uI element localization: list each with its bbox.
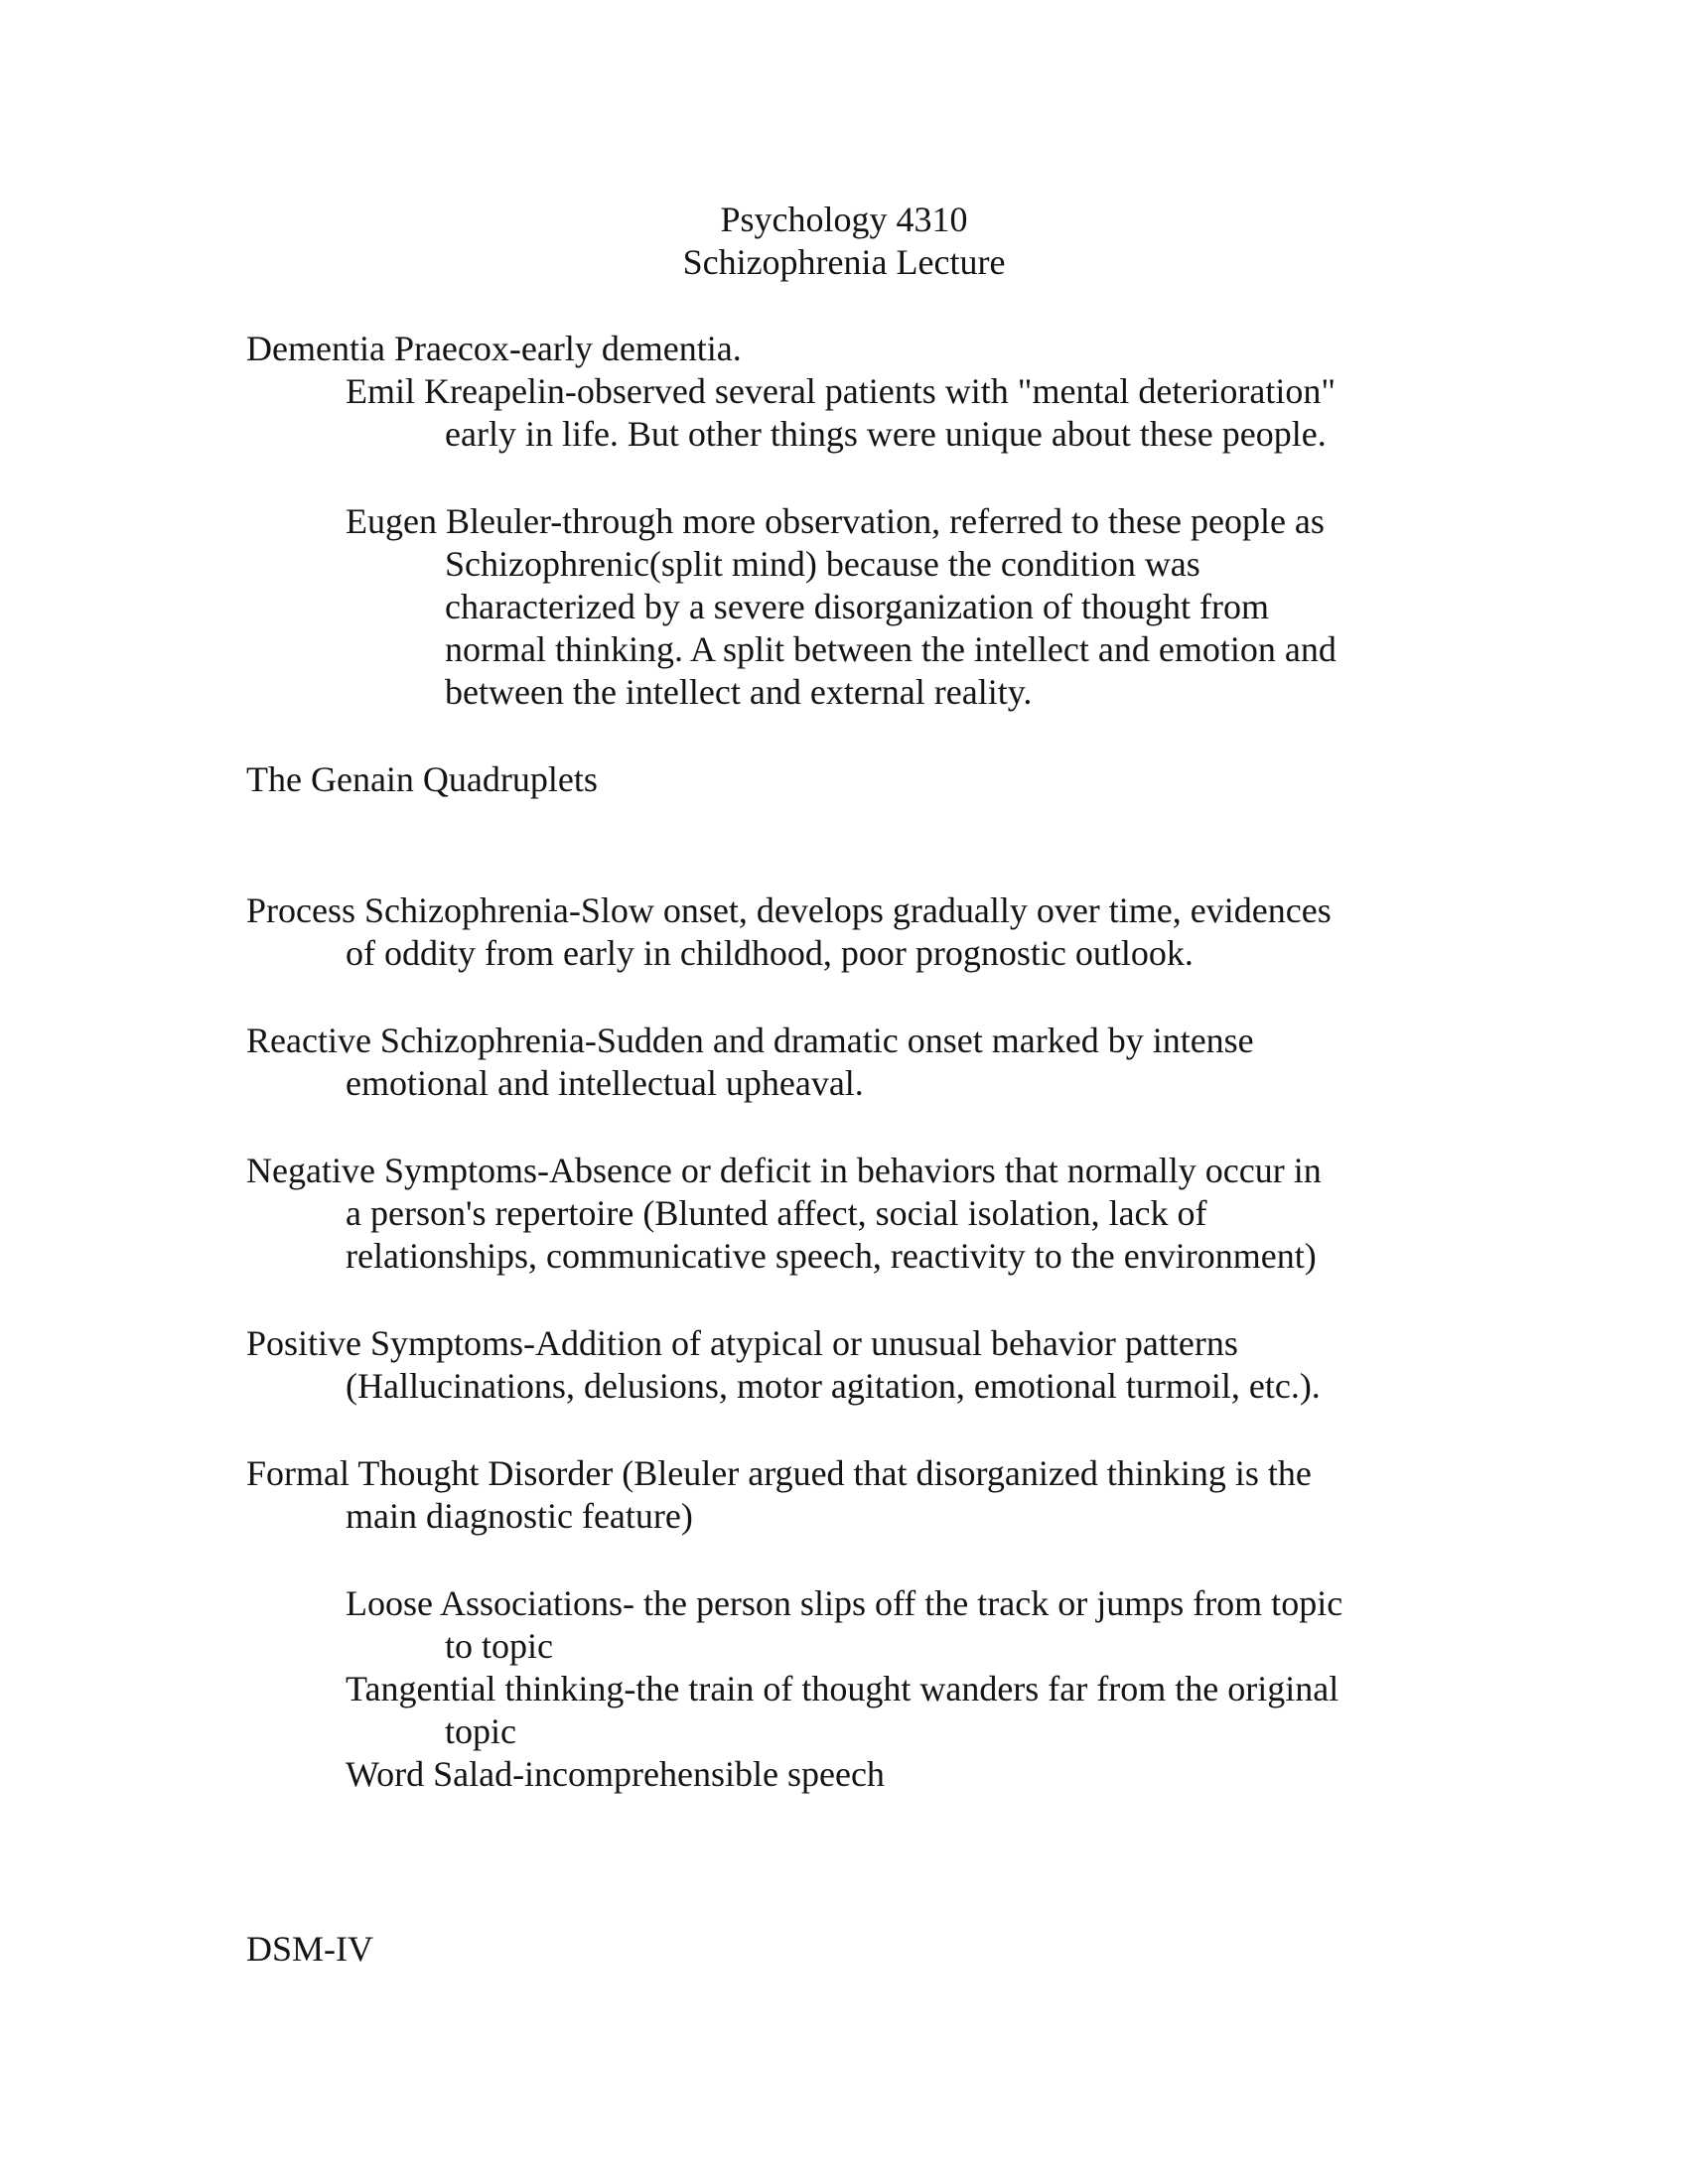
genain-quadruplets-heading: The Genain Quadruplets <box>246 759 598 799</box>
bleuler-line-2: Schizophrenic(split mind) because the condition was <box>445 544 1200 584</box>
negative-symptoms-line-3: relationships, communicative speech, reactivity to the environment) <box>346 1236 1317 1276</box>
course-title: Psychology 4310 <box>720 200 968 239</box>
bleuler-line-3: characterized by a severe disorganization of thought from <box>445 587 1270 626</box>
reactive-schizophrenia-line-2: emotional and intellectual upheaval. <box>346 1063 864 1103</box>
bleuler-line-4: normal thinking. A split between the intellect and emotion and <box>445 629 1336 669</box>
formal-thought-disorder-line-1: Formal Thought Disorder (Bleuler argued that disorganized thinking is the <box>246 1453 1312 1493</box>
tangential-thinking-line-1: Tangential thinking-the train of thought wanders far from the original <box>346 1669 1339 1708</box>
loose-associations-line-1: Loose Associations- the person slips off the track or jumps from topic <box>346 1583 1343 1623</box>
positive-symptoms-line-2: (Hallucinations, delusions, motor agitation, emotional turmoil, etc.). <box>346 1366 1321 1406</box>
kreapelin-line-2: early in life. But other things were unique about these people. <box>445 414 1327 454</box>
bleuler-line-5: between the intellect and external reality. <box>445 672 1033 712</box>
reactive-schizophrenia-line-1: Reactive Schizophrenia-Sudden and dramatic onset marked by intense <box>246 1021 1254 1060</box>
word-salad-line: Word Salad-incomprehensible speech <box>346 1754 885 1794</box>
positive-symptoms-line-1: Positive Symptoms-Addition of atypical or unusual behavior patterns <box>246 1323 1238 1363</box>
kreapelin-line-1: Emil Kreapelin-observed several patients with "mental deterioration" <box>346 371 1336 411</box>
formal-thought-disorder-line-2: main diagnostic feature) <box>346 1496 693 1536</box>
negative-symptoms-line-1: Negative Symptoms-Absence or deficit in behaviors that normally occur in <box>246 1151 1322 1190</box>
process-schizophrenia-line-2: of oddity from early in childhood, poor prognostic outlook. <box>346 933 1194 973</box>
dsm-iv-heading: DSM-IV <box>246 1929 374 1969</box>
tangential-thinking-line-2: topic <box>445 1711 516 1751</box>
negative-symptoms-line-2: a person's repertoire (Blunted affect, social isolation, lack of <box>346 1193 1207 1233</box>
dementia-praecox-heading: Dementia Praecox-early dementia. <box>246 329 742 368</box>
lecture-title: Schizophrenia Lecture <box>682 242 1006 282</box>
process-schizophrenia-line-1: Process Schizophrenia-Slow onset, develops gradually over time, evidences <box>246 890 1332 930</box>
loose-associations-line-2: to topic <box>445 1626 553 1666</box>
bleuler-line-1: Eugen Bleuler-through more observation, referred to these people as <box>346 501 1325 541</box>
